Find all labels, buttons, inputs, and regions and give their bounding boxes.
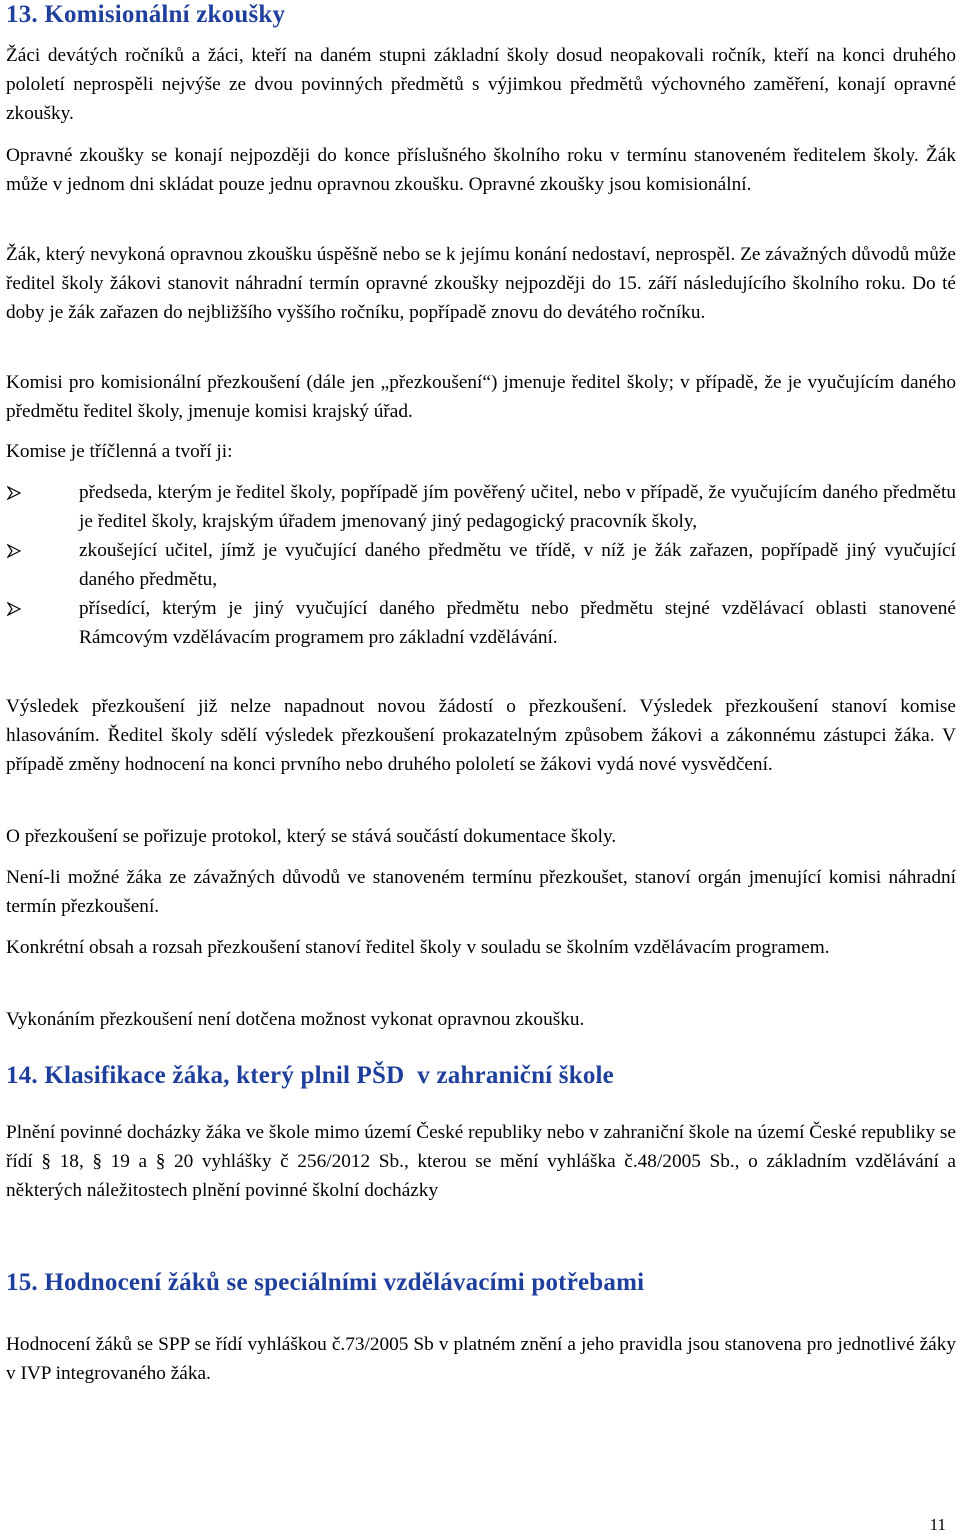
paragraph: Vykonáním přezkoušení není dotčena možnost vykonat opravnou zkoušku. — [6, 1009, 585, 1030]
paragraph: Výsledek přezkoušení již nelze napadnout novou žádostí o přezkoušení. Výsledek přezkoušení stanoví komise hlasováním. Ředitel školy sdělí výsledek přezkoušení prokazatelným způsobem žákovi a zákonnému zástupci žáka. V případě změny hodnocení na konci prvního nebo druhého pololetí se žákovi vydá nové vysvědčení. — [6, 696, 956, 775]
paragraph: Opravné zkoušky se konají nejpozději do konce příslušného školního roku v termínu stanoveném ředitelem školy. Žák může v jednom dni skládat pouze jednu opravnou zkoušku. Opravné zkoušky jsou komisionální. — [6, 145, 956, 195]
page-number: 11 — [929, 1515, 946, 1534]
paragraph: Žáci devátých ročníků a žáci, kteří na daném stupni základní školy dosud neopakovali ročník, kteří na konci druhého pololetí neprospěli nejvýše ze dvou povinných předmětů s výjimkou předmětů výchovného zaměření, konají opravné zkoušky. — [6, 45, 956, 124]
arrowhead-bullet-icon — [7, 602, 21, 616]
list-item — [6, 536, 956, 594]
section-number: 13. — [6, 1, 38, 28]
list-item-text: přísedící, kterým je jiný vyučující daného předmětu nebo předmětu stejné vzdělávací oblasti stanovené Rámcovým vzdělávacím programem pro základní vzdělávání. — [79, 598, 956, 648]
list-item — [6, 594, 956, 652]
paragraph: Komise je tříčlenná a tvoří ji: — [6, 441, 233, 462]
section-title: Klasifikace žáka, který plnil PŠD v zahraniční škole — [44, 1062, 614, 1089]
paragraph: Konkrétní obsah a rozsah přezkoušení stanoví ředitel školy v souladu se školním vzdělávacím programem. — [6, 937, 830, 958]
paragraph: Komisi pro komisionální přezkoušení (dále jen „přezkoušení“) jmenuje ředitel školy; v případě, že je vyučujícím daného předmětu ředitel školy, jmenuje komisi krajský úřad. — [6, 372, 956, 422]
arrowhead-bullet-icon — [7, 486, 21, 500]
section-13 — [6, 0, 956, 30]
list-item-text: zkoušející učitel, jímž je vyučující daného předmětu ve třídě, v níž je žák zařazen, popřípadě jiný vyučující daného předmětu, — [79, 540, 956, 590]
section-title: Komisionální zkoušky — [44, 1, 286, 28]
paragraph: Žák, který nevykoná opravnou zkoušku úspěšně nebo se k jejímu konání nedostaví, neprospěl. Ze závažných důvodů může ředitel školy žákovi stanovit náhradní termín opravné zkoušky nejpozději do 15. září následujícího školního roku. Do té doby je žák zařazen do nejbližšího vyššího ročníku, popřípadě znovu do devátého ročníku. — [6, 244, 956, 323]
paragraph: Hodnocení žáků se SPP se řídí vyhláškou č.73/2005 Sb v platném znění a jeho pravidla jsou stanovena pro jednotlivé žáky v IVP integrovaného žáka. — [6, 1334, 956, 1384]
section-15-heading — [6, 1268, 956, 1298]
list-item-text: předseda, kterým je ředitel školy, popřípadě jím pověřený učitel, nebo v případě, že vyučujícím daného předmětu je ředitel školy, krajským úřadem jmenovaný jiný pedagogický pracovník školy, — [79, 482, 956, 532]
section-number: 15. — [6, 1269, 38, 1296]
section-13-heading — [6, 0, 956, 30]
committee-member-list — [6, 478, 956, 652]
section-title: Hodnocení žáků se speciálními vzdělávacími potřebami — [44, 1269, 645, 1296]
paragraph: Plnění povinné docházky žáka ve škole mimo území České republiky nebo v zahraniční škole na území České republiky se řídí § 18, § 19 a § 20 vyhlášky č 256/2012 Sb., kterou se mění vyhláška č.48/2005 Sb., o základním vzdělávání a některých náležitostech plnění povinné školní docházky — [6, 1122, 956, 1201]
section-14-heading — [6, 1061, 956, 1091]
paragraph: O přezkoušení se pořizuje protokol, který se stává součástí dokumentace školy. — [6, 826, 617, 847]
section-number: 14. — [6, 1062, 38, 1089]
paragraph: Není-li možné žáka ze závažných důvodů ve stanoveném termínu přezkoušet, stanoví orgán jmenující komisi náhradní termín přezkoušení. — [6, 867, 956, 917]
list-item — [6, 478, 956, 536]
arrowhead-bullet-icon — [7, 544, 21, 558]
